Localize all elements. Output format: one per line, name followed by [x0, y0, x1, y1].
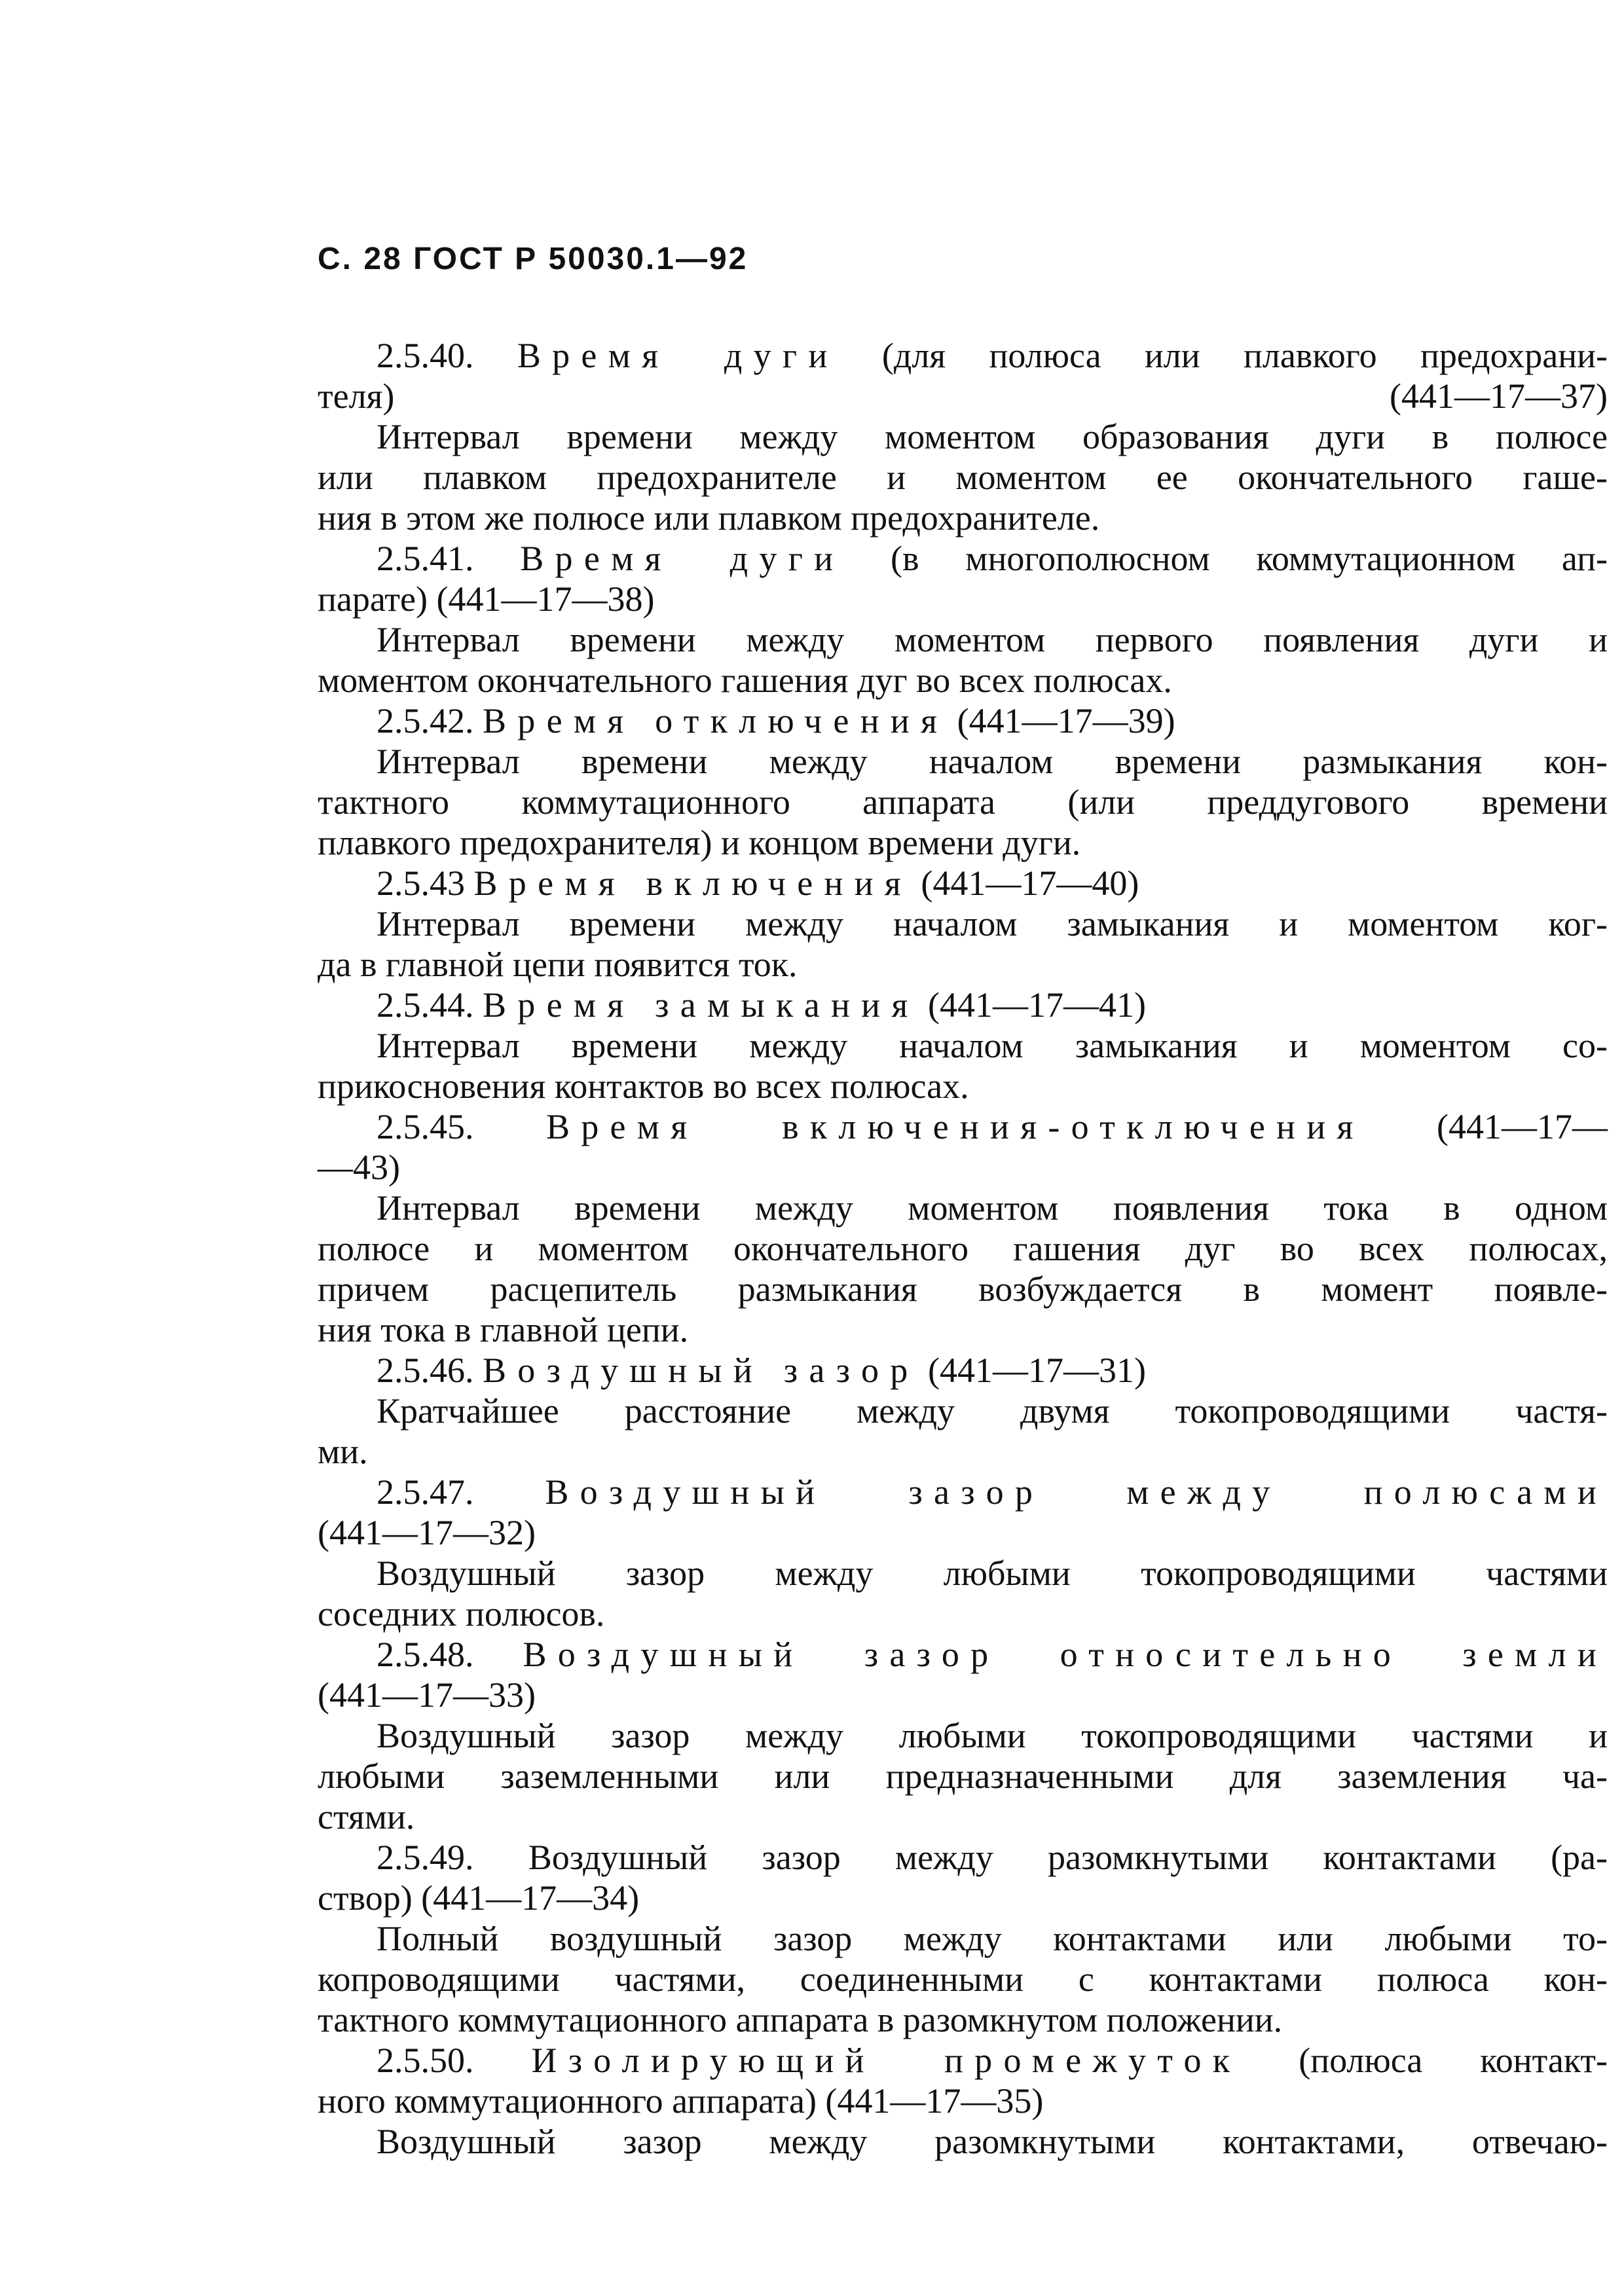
text-line: Воздушный зазор между разомкнутыми контактами, отвечаю- [377, 2122, 1608, 2161]
text-line: (441—17—33) [318, 1675, 536, 1715]
text-line: 2.5.49. Воздушный зазор между разомкнутыми контактами (ра- [377, 1838, 1608, 1877]
text-line: 2.5.46. Воздушный зазор (441—17—31) [377, 1351, 1146, 1390]
text-line: —43) [318, 1148, 400, 1187]
defined-term: Воздушный зазор относительно земли [523, 1635, 1608, 1674]
text-line: Интервал времени между моментом первого появления дуги и [377, 620, 1608, 659]
text-line: Интервал времени между началом замыкания и моментом со- [377, 1026, 1608, 1065]
defined-term: Воздушный зазор между полюсами [545, 1472, 1608, 1512]
text-line: 2.5.50. Изолирующий промежуток (полюса контакт- [377, 2041, 1608, 2080]
text-line: тактного коммутационного аппарата в разомкнутом положении. [318, 2000, 1283, 2039]
defined-term: Время дуги [520, 539, 845, 578]
text-line: Интервал времени между моментом появления тока в одном [377, 1188, 1608, 1228]
text-line: 2.5.42. Время отключения (441—17—39) [377, 701, 1175, 740]
text-line: створ) (441—17—34) [318, 1878, 640, 1918]
defined-term: Время включения [473, 864, 912, 903]
page-header: С. 28 ГОСТ Р 50030.1—92 [318, 242, 748, 276]
text-line: 2.5.48. Воздушный зазор относительно земли [377, 1635, 1608, 1674]
text-line: Интервал времени между началом времени размыкания кон- [377, 742, 1608, 781]
text-line: 2.5.47. Воздушный зазор между полюсами [377, 1472, 1608, 1512]
text-line: моментом окончательного гашения дуг во всех полюсах. [318, 661, 1172, 700]
defined-term: Время замыкания [483, 985, 919, 1025]
text-line: 2.5.40. Время дуги (для полюса или плавкого предохрани- [377, 336, 1608, 375]
defined-term: Воздушный зазор [483, 1351, 919, 1390]
text-line: любыми заземленными или предназначенными для заземления ча- [318, 1757, 1608, 1796]
text-line: Воздушный зазор между любыми токопроводящими частями [377, 1554, 1608, 1593]
text-line: теля) (441—17—37) [318, 376, 1608, 416]
text-line: Воздушный зазор между любыми токопроводящими частями и [377, 1716, 1608, 1755]
defined-term: Время включения-отключения [545, 1107, 1365, 1146]
text-line: Полный воздушный зазор между контактами или любыми то- [377, 1919, 1608, 1958]
text-line: ного коммутационного аппарата) (441—17—35) [318, 2081, 1044, 2121]
text-line: 2.5.44. Время замыкания (441—17—41) [377, 985, 1146, 1025]
text-line: Интервал времени между моментом образования дуги в полюсе [377, 417, 1608, 456]
text-line: 2.5.45. Время включения-отключения (441—17— [377, 1107, 1608, 1146]
text-line: соседних полюсов. [318, 1594, 605, 1633]
text-line: ния тока в главной цепи. [318, 1310, 689, 1349]
text-line: плавкого предохранителя) и концом времени дуги. [318, 823, 1081, 862]
text-line: или плавком предохранителе и моментом ее окончательного гаше- [318, 458, 1608, 497]
text-line: копроводящими частями, соединенными с контактами полюса кон- [318, 1959, 1608, 1999]
text-line: тактного коммутационного аппарата (или преддугового времени [318, 782, 1608, 822]
text-line: прикосновения контактов во всех полюсах. [318, 1066, 969, 1106]
defined-term: Изолирующий промежуток [531, 2041, 1242, 2080]
text-line: (441—17—32) [318, 1513, 536, 1552]
text-line: ния в этом же полюсе или плавком предохранителе. [318, 498, 1100, 538]
text-line: 2.5.43 Время включения (441—17—40) [377, 864, 1139, 903]
defined-term: Время отключения [483, 701, 949, 740]
text-line: парате) (441—17—38) [318, 579, 655, 619]
defined-term: Время дуги [517, 336, 839, 375]
text-line: стями. [318, 1797, 415, 1836]
text-line: причем расцепитель размыкания возбуждается в момент появле- [318, 1269, 1608, 1309]
text-line: Кратчайшее расстояние между двумя токопроводящими частя- [377, 1391, 1608, 1430]
text-line: полюсе и моментом окончательного гашения дуг во всех полюсах, [318, 1229, 1608, 1268]
text-line: 2.5.41. Время дуги (в многополюсном коммутационном ап- [377, 539, 1608, 578]
text-line: да в главной цепи появится ток. [318, 945, 798, 984]
text-line: ми. [318, 1432, 368, 1471]
text-line: Интервал времени между началом замыкания и моментом ког- [377, 904, 1608, 943]
